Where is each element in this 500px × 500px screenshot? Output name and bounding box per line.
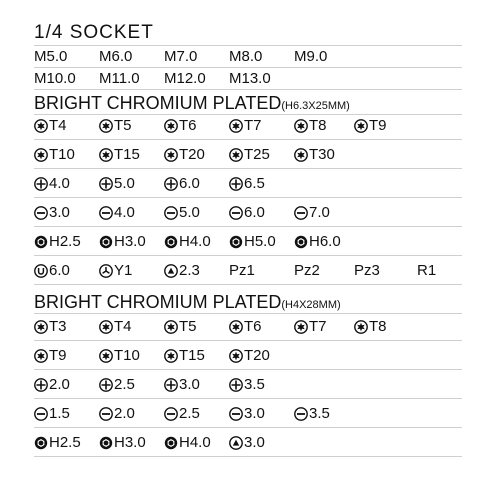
bit-label: 5.0 bbox=[114, 175, 135, 192]
bit-label: T4 bbox=[49, 117, 67, 134]
hex-icon bbox=[34, 235, 48, 249]
section-heading bbox=[34, 93, 350, 114]
section-size: (H4X28MM) bbox=[281, 299, 341, 311]
bit-label: 7.0 bbox=[309, 204, 330, 221]
bit-item bbox=[229, 318, 262, 335]
bit-label: T20 bbox=[179, 146, 205, 163]
bit-label: T6 bbox=[244, 318, 262, 335]
bit-item bbox=[99, 70, 140, 87]
bit-label: 1.5 bbox=[49, 405, 70, 422]
divider bbox=[34, 456, 462, 457]
bit-item bbox=[229, 48, 262, 65]
bit-label: H2.5 bbox=[49, 434, 81, 451]
section-title: BRIGHT CHROMIUM PLATED bbox=[34, 93, 282, 113]
bit-item bbox=[229, 347, 270, 364]
bit-item bbox=[354, 262, 380, 279]
divider bbox=[34, 197, 462, 198]
bit-label: 3.0 bbox=[49, 204, 70, 221]
bit-item bbox=[164, 48, 197, 65]
slotted-icon bbox=[294, 206, 308, 220]
torx-icon bbox=[229, 349, 243, 363]
divider bbox=[34, 313, 462, 314]
torx-icon bbox=[164, 320, 178, 334]
bit-label: R1 bbox=[417, 262, 437, 279]
phillips-icon bbox=[229, 177, 243, 191]
bit-label: T9 bbox=[369, 117, 387, 134]
divider bbox=[34, 168, 462, 169]
hex-icon bbox=[164, 235, 178, 249]
bit-item bbox=[354, 117, 387, 134]
bit-label: 6.0 bbox=[179, 175, 200, 192]
torx-icon bbox=[99, 148, 113, 162]
divider bbox=[34, 398, 462, 399]
bit-item bbox=[229, 204, 265, 221]
torx-icon bbox=[294, 320, 308, 334]
bit-item bbox=[229, 434, 265, 451]
bit-item bbox=[34, 146, 75, 163]
bit-label: H4.0 bbox=[179, 233, 211, 250]
section-size: (H6.3X25MM) bbox=[281, 100, 350, 112]
slotted-icon bbox=[294, 407, 308, 421]
bit-label: 2.5 bbox=[114, 376, 135, 393]
bit-item bbox=[417, 262, 436, 279]
bit-item bbox=[34, 117, 67, 134]
bit-label: M13.0 bbox=[229, 70, 271, 87]
hex-icon bbox=[99, 235, 113, 249]
bit-label: 5.0 bbox=[179, 204, 200, 221]
torx-icon bbox=[294, 119, 308, 133]
bit-label: M11.0 bbox=[99, 70, 140, 87]
bit-item bbox=[99, 146, 140, 163]
bit-item bbox=[229, 146, 270, 163]
bit-item bbox=[34, 318, 67, 335]
bit-item bbox=[164, 146, 205, 163]
phillips-icon bbox=[34, 177, 48, 191]
hex-icon bbox=[229, 235, 243, 249]
bit-item bbox=[229, 376, 265, 393]
bit-label: T10 bbox=[49, 146, 75, 163]
torx-icon bbox=[354, 119, 368, 133]
bit-label: T30 bbox=[309, 146, 335, 163]
bit-label: 2.5 bbox=[179, 405, 200, 422]
slotted-icon bbox=[34, 407, 48, 421]
bit-item bbox=[229, 117, 262, 134]
bit-label: H5.0 bbox=[244, 233, 276, 250]
triangle-icon bbox=[229, 436, 243, 450]
bit-label: 3.0 bbox=[179, 376, 200, 393]
bit-item bbox=[34, 347, 67, 364]
bit-label: T15 bbox=[179, 347, 205, 364]
u-icon bbox=[34, 264, 48, 278]
torx-icon bbox=[294, 148, 308, 162]
bit-label: M8.0 bbox=[229, 48, 263, 65]
bit-item bbox=[99, 48, 132, 65]
torx-icon bbox=[354, 320, 368, 334]
bit-label: 3.0 bbox=[244, 405, 265, 422]
torx-icon bbox=[229, 320, 243, 334]
bit-item bbox=[294, 233, 341, 250]
bit-label: 2.0 bbox=[49, 376, 70, 393]
hex-icon bbox=[164, 436, 178, 450]
phillips-icon bbox=[164, 177, 178, 191]
torx-icon bbox=[164, 349, 178, 363]
hex-icon bbox=[294, 235, 308, 249]
hex-icon bbox=[99, 436, 113, 450]
bit-item bbox=[34, 434, 81, 451]
bit-label: 6.0 bbox=[244, 204, 265, 221]
torx-icon bbox=[229, 148, 243, 162]
bit-label: 4.0 bbox=[114, 204, 135, 221]
divider bbox=[34, 226, 462, 227]
bit-label: T5 bbox=[179, 318, 197, 335]
bit-item bbox=[99, 117, 132, 134]
slotted-icon bbox=[99, 407, 113, 421]
bit-item bbox=[34, 262, 70, 279]
bit-item bbox=[294, 146, 335, 163]
bit-label: H2.5 bbox=[49, 233, 81, 250]
divider bbox=[34, 45, 462, 46]
phillips-icon bbox=[229, 378, 243, 392]
phillips-icon bbox=[34, 378, 48, 392]
bit-label: T6 bbox=[179, 117, 197, 134]
bit-label: Y1 bbox=[114, 262, 133, 279]
bit-label: T3 bbox=[49, 318, 67, 335]
bit-item bbox=[164, 318, 197, 335]
torx-icon bbox=[34, 119, 48, 133]
section-title: BRIGHT CHROMIUM PLATED bbox=[34, 292, 282, 312]
slotted-icon bbox=[164, 206, 178, 220]
torx-icon bbox=[99, 320, 113, 334]
bit-item bbox=[164, 175, 200, 192]
bit-item bbox=[34, 175, 70, 192]
divider bbox=[34, 89, 462, 90]
bit-item bbox=[164, 434, 211, 451]
bit-label: M5.0 bbox=[34, 48, 68, 65]
bit-label: M10.0 bbox=[34, 70, 76, 87]
bit-item bbox=[99, 175, 135, 192]
bit-label: T7 bbox=[309, 318, 327, 335]
torx-icon bbox=[99, 349, 113, 363]
section-heading bbox=[34, 292, 341, 313]
bit-item bbox=[34, 376, 70, 393]
bit-item bbox=[164, 233, 211, 250]
bit-label: M6.0 bbox=[99, 48, 133, 65]
divider bbox=[34, 139, 462, 140]
bit-item bbox=[294, 117, 327, 134]
bit-item bbox=[294, 262, 320, 279]
slotted-icon bbox=[229, 206, 243, 220]
bit-item bbox=[229, 233, 276, 250]
phillips-icon bbox=[164, 378, 178, 392]
bit-item bbox=[164, 405, 200, 422]
bit-item bbox=[34, 204, 70, 221]
slotted-icon bbox=[99, 206, 113, 220]
phillips-icon bbox=[99, 378, 113, 392]
bit-item bbox=[294, 318, 327, 335]
bit-label: T8 bbox=[309, 117, 327, 134]
bit-item bbox=[99, 405, 135, 422]
page-title: 1/4 SOCKET bbox=[34, 22, 154, 43]
bit-item bbox=[99, 376, 135, 393]
bit-item bbox=[99, 434, 146, 451]
divider bbox=[34, 114, 462, 115]
slotted-icon bbox=[229, 407, 243, 421]
torx-icon bbox=[99, 119, 113, 133]
bit-item bbox=[34, 70, 76, 87]
bit-label: H3.0 bbox=[114, 434, 146, 451]
hex-icon bbox=[34, 436, 48, 450]
bit-label: T5 bbox=[114, 117, 132, 134]
bit-item bbox=[229, 70, 271, 87]
bit-label: 6.5 bbox=[244, 175, 265, 192]
bit-item bbox=[294, 48, 327, 65]
bit-item bbox=[229, 262, 255, 279]
bit-item bbox=[164, 376, 200, 393]
divider bbox=[34, 284, 462, 285]
divider bbox=[34, 255, 462, 256]
torx-icon bbox=[34, 349, 48, 363]
bit-label: T7 bbox=[244, 117, 262, 134]
bit-item bbox=[229, 175, 265, 192]
bit-item bbox=[294, 204, 330, 221]
bit-label: 3.0 bbox=[244, 434, 265, 451]
bit-item bbox=[164, 204, 200, 221]
bit-label: M7.0 bbox=[164, 48, 198, 65]
bit-item bbox=[99, 347, 140, 364]
bit-item bbox=[164, 347, 205, 364]
bit-item bbox=[164, 117, 197, 134]
y-icon bbox=[99, 264, 113, 278]
bit-item bbox=[294, 405, 330, 422]
bit-item bbox=[34, 48, 67, 65]
bit-label: 4.0 bbox=[49, 175, 70, 192]
bit-label: T15 bbox=[114, 146, 140, 163]
bit-label: H6.0 bbox=[309, 233, 341, 250]
divider bbox=[34, 340, 462, 341]
bit-label: 2.3 bbox=[179, 262, 200, 279]
phillips-icon bbox=[99, 177, 113, 191]
slotted-icon bbox=[34, 206, 48, 220]
triangle-icon bbox=[164, 264, 178, 278]
bit-item bbox=[99, 262, 132, 279]
bit-label: T8 bbox=[369, 318, 387, 335]
bit-label: H4.0 bbox=[179, 434, 211, 451]
bit-label: Pz2 bbox=[294, 262, 320, 279]
bit-item bbox=[164, 70, 206, 87]
bit-label: T10 bbox=[114, 347, 140, 364]
bit-item bbox=[354, 318, 387, 335]
bit-label: 3.5 bbox=[244, 376, 265, 393]
bit-label: T25 bbox=[244, 146, 270, 163]
bit-label: Pz3 bbox=[354, 262, 380, 279]
bit-item bbox=[99, 233, 146, 250]
torx-icon bbox=[34, 148, 48, 162]
torx-icon bbox=[34, 320, 48, 334]
bit-label: 2.0 bbox=[114, 405, 135, 422]
torx-icon bbox=[164, 148, 178, 162]
bit-label: T9 bbox=[49, 347, 67, 364]
torx-icon bbox=[164, 119, 178, 133]
bit-label: 3.5 bbox=[309, 405, 330, 422]
torx-icon bbox=[229, 119, 243, 133]
divider bbox=[34, 427, 462, 428]
bit-label: T4 bbox=[114, 318, 132, 335]
bit-item bbox=[34, 405, 70, 422]
bit-item bbox=[99, 204, 135, 221]
bit-label: M12.0 bbox=[164, 70, 206, 87]
bit-label: 6.0 bbox=[49, 262, 70, 279]
bit-item bbox=[164, 262, 200, 279]
bit-item bbox=[229, 405, 265, 422]
bit-label: Pz1 bbox=[229, 262, 255, 279]
bit-item bbox=[99, 318, 132, 335]
bit-item bbox=[34, 233, 81, 250]
bit-label: T20 bbox=[244, 347, 270, 364]
slotted-icon bbox=[164, 407, 178, 421]
bit-label: M9.0 bbox=[294, 48, 328, 65]
divider bbox=[34, 369, 462, 370]
bit-label: H3.0 bbox=[114, 233, 146, 250]
divider bbox=[34, 67, 462, 68]
